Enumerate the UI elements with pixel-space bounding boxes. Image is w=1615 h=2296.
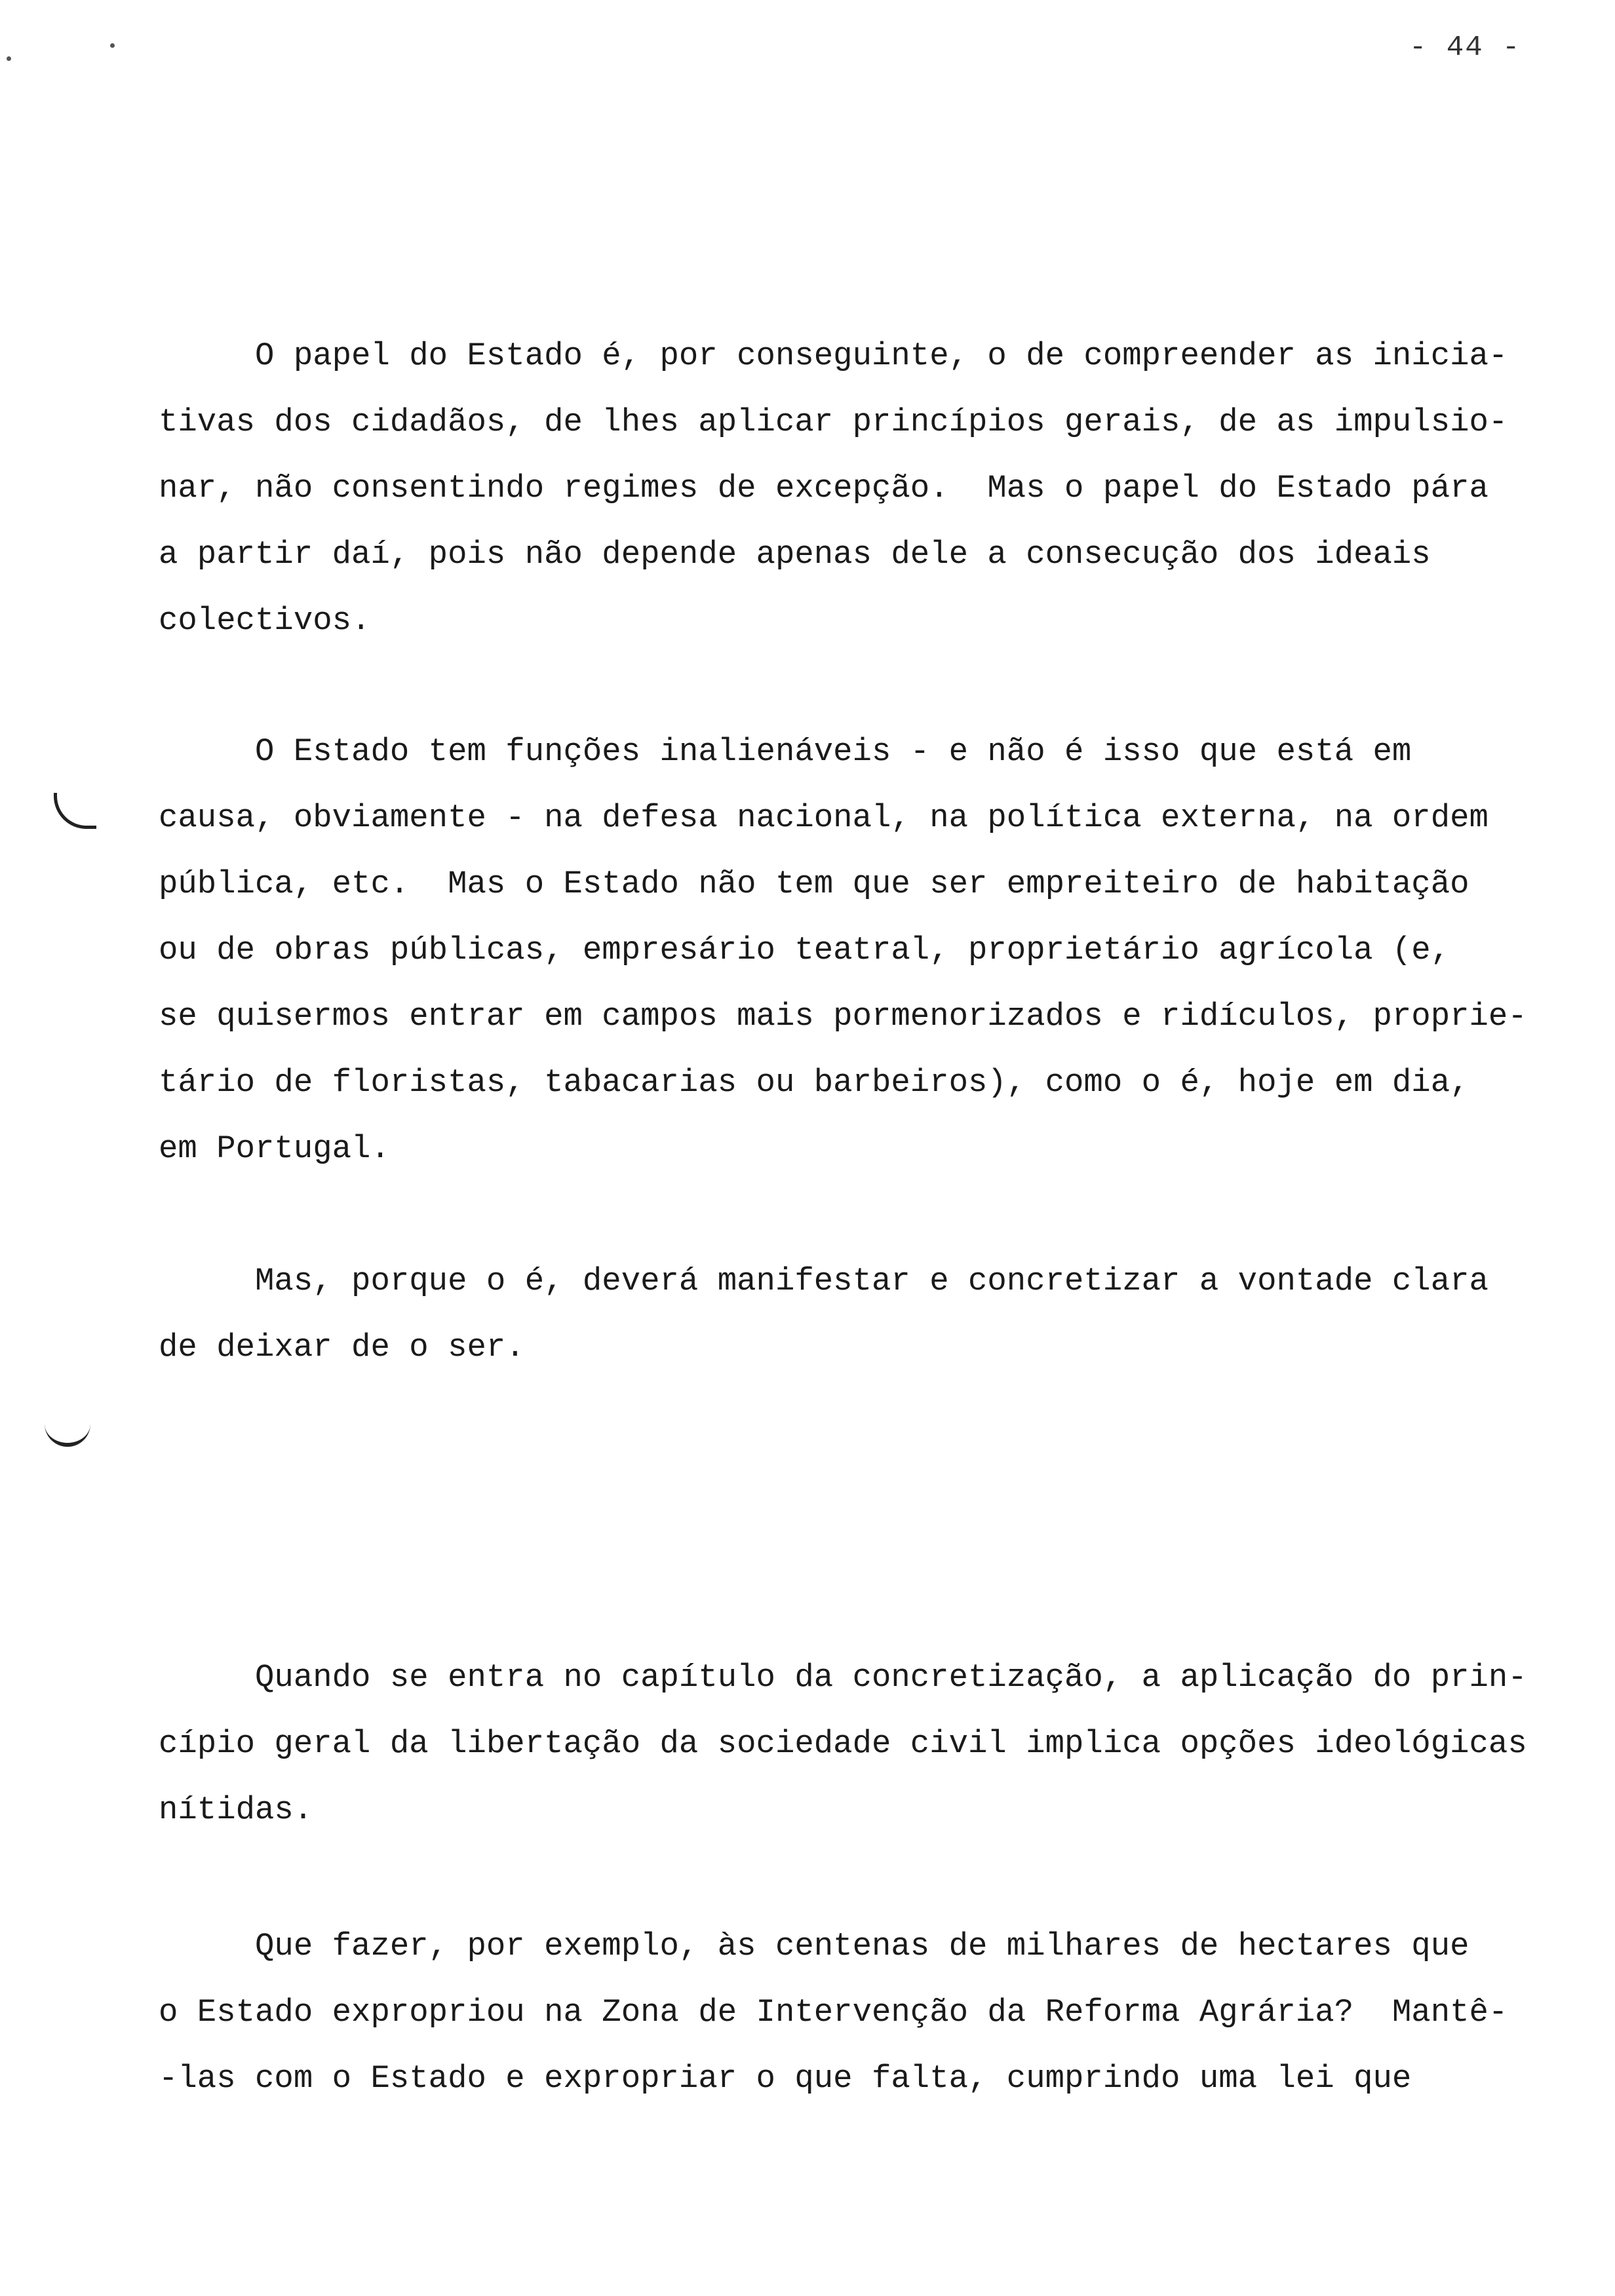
text-line: em Portugal. <box>159 1130 390 1167</box>
text-line: se quisermos entrar em campos mais pormenorizados e ridículos, proprie- <box>159 998 1527 1035</box>
text-line: a partir daí, pois não depende apenas dele a consecução dos ideais <box>159 536 1431 573</box>
margin-mark <box>54 793 96 829</box>
margin-mark <box>45 1423 90 1447</box>
text-line: pública, etc. Mas o Estado não tem que ser empreiteiro de habitação <box>159 866 1469 902</box>
text-line: cípio geral da libertação da sociedade civil implica opções ideológicas <box>159 1725 1527 1762</box>
text-line: colectivos. <box>159 602 371 639</box>
text-line: nítidas. <box>159 1791 313 1828</box>
text-line: nar, não consentindo regimes de excepção. Mas o papel do Estado pára <box>159 470 1489 507</box>
scan-speck <box>7 56 11 61</box>
text-line: ou de obras públicas, empresário teatral, proprietário agrícola (e, <box>159 932 1450 968</box>
page-number: - 44 - <box>1409 31 1521 64</box>
paragraph-3 <box>159 1248 1587 1381</box>
text-line: Quando se entra no capítulo da concretização, a aplicação do prin- <box>159 1659 1527 1696</box>
text-line: de deixar de o ser. <box>159 1329 525 1366</box>
text-line: O Estado tem funções inalienáveis - e não é isso que está em <box>159 733 1412 770</box>
text-line: Que fazer, por exemplo, às centenas de milhares de hectares que <box>159 1928 1469 1964</box>
text-line: -las com o Estado e expropriar o que falta, cumprindo uma lei que <box>159 2060 1412 2097</box>
text-line: tário de floristas, tabacarias ou barbeiros), como o é, hoje em dia, <box>159 1064 1469 1101</box>
text-line: o Estado expropriou na Zona de Intervenção da Reforma Agrária? Mantê- <box>159 1994 1508 2031</box>
text-line: causa, obviamente - na defesa nacional, na política externa, na ordem <box>159 799 1489 836</box>
paragraph-4 <box>159 1645 1587 1843</box>
scan-speck <box>110 43 115 48</box>
text-line: tivas dos cidadãos, de lhes aplicar princípios gerais, de as impulsio- <box>159 404 1508 440</box>
text-line: O papel do Estado é, por conseguinte, o de compreender as inicia- <box>159 337 1508 374</box>
paragraph-1 <box>159 323 1587 654</box>
paragraph-2 <box>159 719 1587 1182</box>
paragraph-5 <box>159 1913 1587 2112</box>
text-line: Mas, porque o é, deverá manifestar e concretizar a vontade clara <box>159 1263 1489 1299</box>
